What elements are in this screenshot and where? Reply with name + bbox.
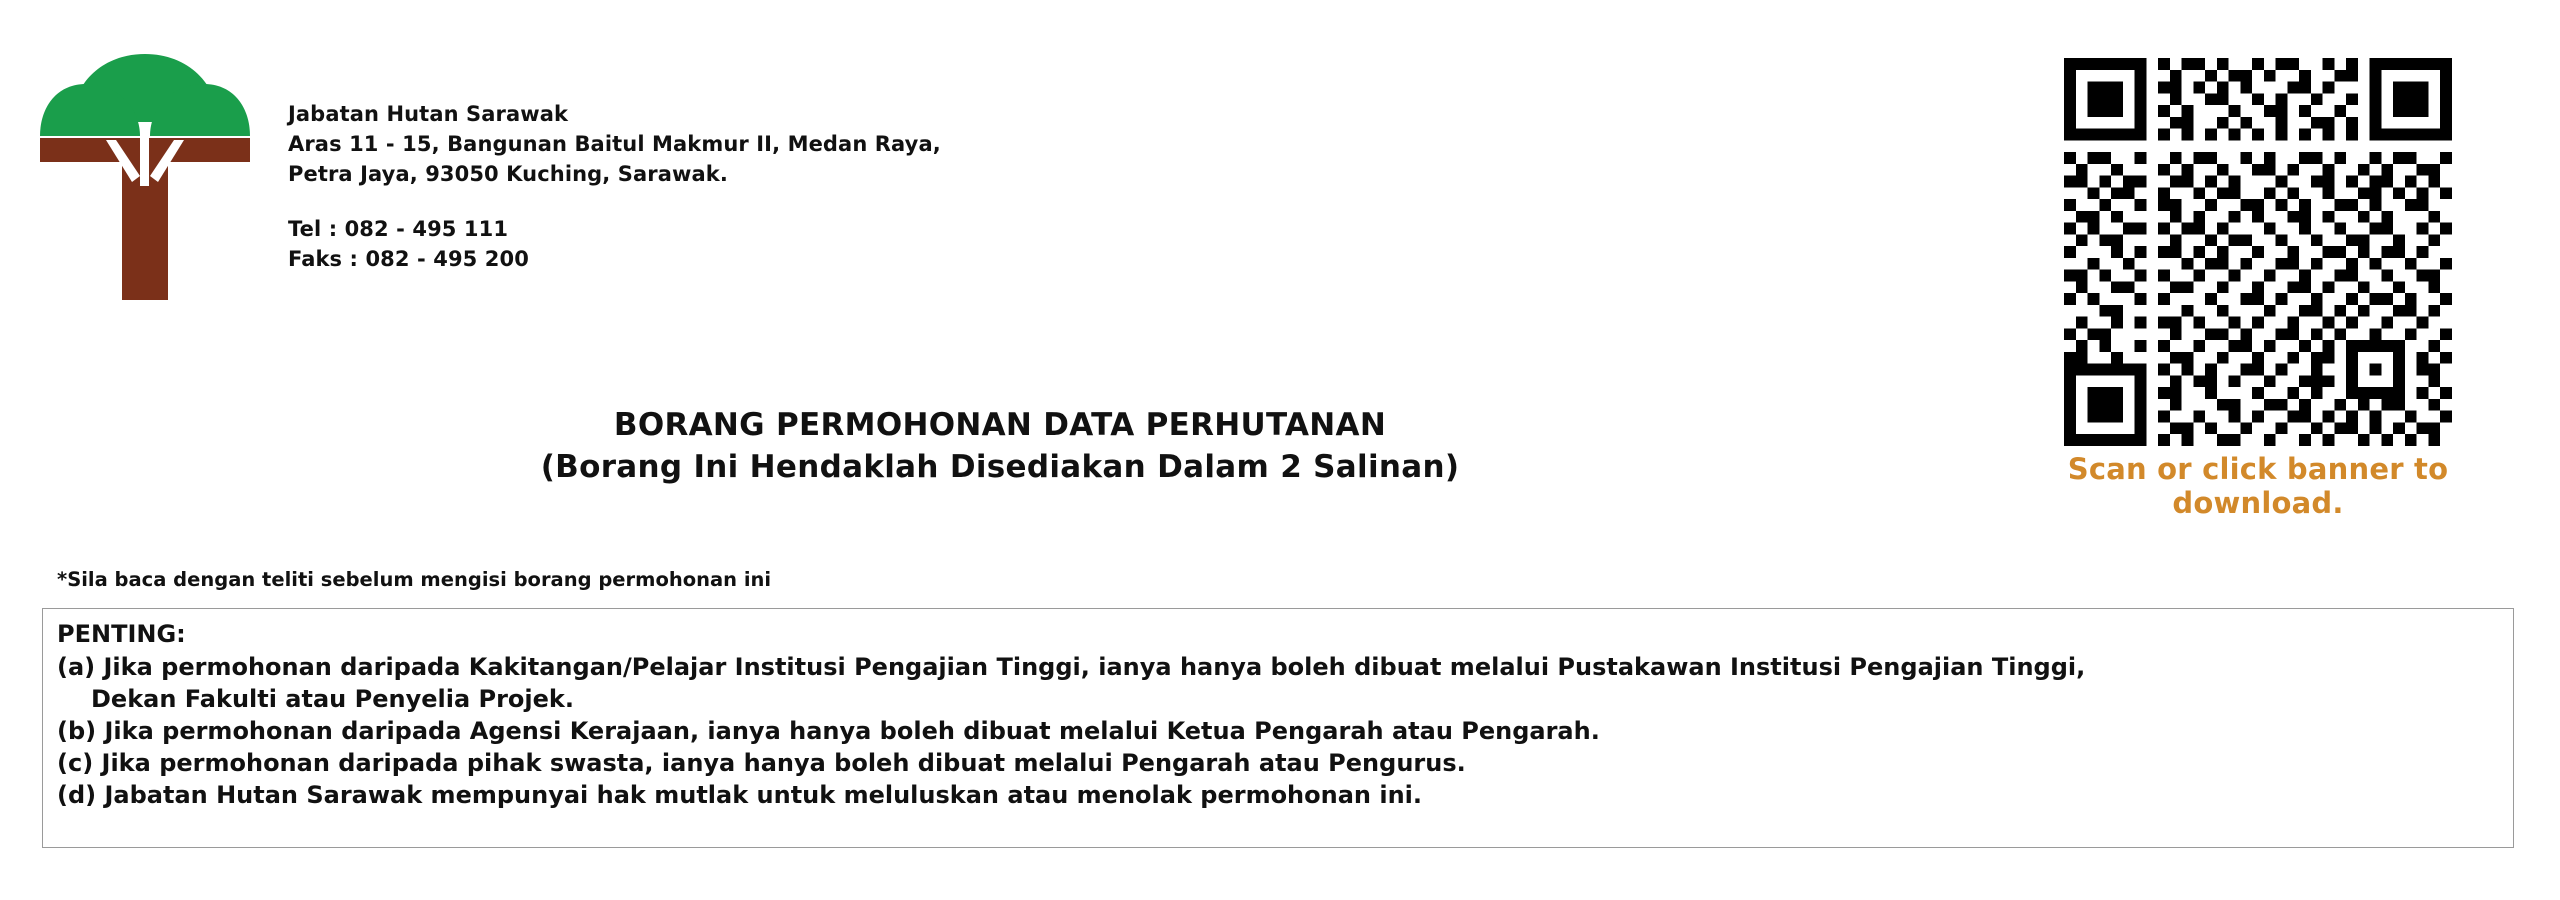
document-title: BORANG PERMOHONAN DATA PERHUTANAN <box>613 407 1387 443</box>
document-subtitle: (Borang Ini Hendaklah Disediakan Dalam 2 Salinan) <box>540 448 1460 485</box>
important-item-d <box>57 780 2499 812</box>
qr-code-image[interactable] <box>2064 58 2452 446</box>
address-spacer <box>288 189 941 215</box>
important-heading: PENTING: <box>57 620 186 648</box>
read-carefully-note: *Sila baca dengan teliti sebelum mengisi borang permohonan ini <box>57 568 772 591</box>
address-line-1: Aras 11 - 15, Bangunan Baitul Makmur II, Medan Raya, <box>288 131 941 156</box>
fax-line: Faks : 082 - 495 200 <box>288 247 529 272</box>
important-item-d-line-1: (d) Jabatan Hutan Sarawak mempunyai hak mutlak untuk meluluskan atau menolak permohonan ini. <box>57 780 1423 809</box>
organization-name: Jabatan Hutan Sarawak <box>288 102 569 126</box>
jabatan-hutan-sarawak-logo <box>40 50 250 300</box>
important-item-a-line-2: Dekan Fakulti atau Penyelia Projek. <box>91 684 574 713</box>
important-item-c-line-1: (c) Jika permohonan daripada pihak swasta, ianya hanya boleh dibuat melalui Pengarah atau Pengurus. <box>57 748 1466 777</box>
qr-caption-line-2: download. <box>2172 486 2344 521</box>
important-item-b-line-1: (b) Jika permohonan daripada Agensi Kerajaan, ianya hanya boleh dibuat melalui Ketua Pengarah atau Pengarah. <box>57 716 1600 745</box>
important-item-c <box>57 748 2499 780</box>
qr-caption-line-1: Scan or click banner to <box>2067 452 2449 486</box>
qr-caption[interactable] <box>2058 452 2458 520</box>
qr-banner[interactable] <box>2058 58 2458 520</box>
page-title <box>0 405 2000 489</box>
important-item-b <box>57 716 2499 748</box>
important-notice-box <box>42 608 2514 848</box>
address-line-2: Petra Jaya, 93050 Kuching, Sarawak. <box>288 161 728 186</box>
important-item-a <box>57 652 2499 716</box>
organization-address <box>288 100 941 275</box>
telephone-line: Tel : 082 - 495 111 <box>288 217 509 242</box>
important-item-a-line-1: (a) Jika permohonan daripada Kakitangan/Pelajar Institusi Pengajian Tinggi, ianya hanya boleh dibuat melalui Pustakawan Institusi Pengajian Tinggi, <box>57 652 2086 681</box>
